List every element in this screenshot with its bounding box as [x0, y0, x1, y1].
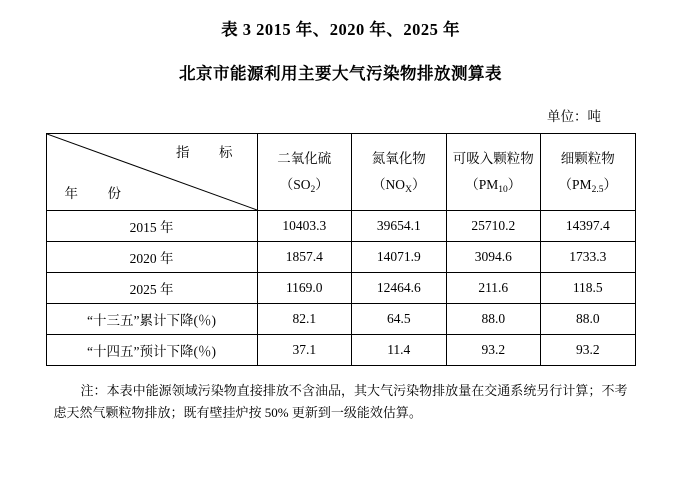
cell-value: 118.5: [541, 273, 636, 304]
cell-value: 211.6: [446, 273, 541, 304]
cell-value: 14397.4: [541, 211, 636, 242]
pm10-formula-main: （PM: [465, 176, 499, 192]
table-row: [46, 273, 635, 304]
column-header-pm10-formula: [449, 175, 539, 195]
row-label: 2020 年: [46, 242, 257, 273]
note-prefix: 注：: [80, 383, 107, 398]
row-label: 2015 年: [46, 211, 257, 242]
column-header-nox-name: 氮氧化物: [371, 151, 426, 167]
pm25-formula-sub: 2.5: [591, 184, 604, 195]
nox-formula-main: （NO: [372, 176, 406, 192]
cell-value: 88.0: [541, 304, 636, 335]
table-row: [46, 304, 635, 335]
cell-value: 12464.6: [352, 273, 447, 304]
note-text: 本表中能源领域污染物直接排放不含油品，其大气污染物排放量在交通系统另行计算；不考虑天然气颗粒物排放；既有壁挂炉按 50% 更新到一级能效估算。: [53, 383, 628, 421]
column-header-so2-name: 二氧化硫: [277, 151, 332, 167]
pm25-formula-main: （PM: [558, 176, 592, 192]
column-header-nox: [352, 134, 447, 211]
unit-label: 单位：吨: [547, 109, 601, 124]
row-label: “十四五”预计下降(％): [46, 335, 257, 366]
cell-value: 93.2: [446, 335, 541, 366]
document-page: [0, 16, 681, 478]
nox-formula-sub: X: [405, 184, 412, 195]
so2-formula-main: （SO: [279, 176, 311, 192]
pm10-formula-sub: 10: [498, 184, 508, 195]
column-header-so2-formula: [260, 175, 350, 195]
corner-year-label: 年 份: [64, 186, 129, 201]
cell-value: 93.2: [541, 335, 636, 366]
emissions-table: [46, 133, 636, 366]
column-header-nox-formula: [354, 175, 444, 195]
so2-formula-tail: ）: [315, 176, 329, 192]
table-row: [46, 211, 635, 242]
pm10-formula-tail: ）: [507, 176, 522, 192]
cell-value: 37.1: [257, 335, 352, 366]
cell-value: 14071.9: [352, 242, 447, 273]
cell-value: 88.0: [446, 304, 541, 335]
cell-value: 64.5: [352, 304, 447, 335]
corner-metric-label: 指 标: [176, 145, 241, 160]
column-header-pm25-name: 细颗粒物: [560, 151, 615, 167]
cell-value: 1733.3: [541, 242, 636, 273]
table-note: [54, 380, 628, 425]
cell-value: 1857.4: [257, 242, 352, 273]
so2-formula-sub: 2: [310, 184, 316, 195]
table-title-line-1: 表 3 2015 年、2020 年、2025 年: [221, 20, 460, 39]
row-label: 2025 年: [46, 273, 257, 304]
row-label: “十三五”累计下降(％): [46, 304, 257, 335]
cell-value: 25710.2: [446, 211, 541, 242]
cell-value: 10403.3: [257, 211, 352, 242]
cell-value: 1169.0: [257, 273, 352, 304]
pm25-formula-tail: ）: [603, 176, 617, 192]
table-row: [46, 242, 635, 273]
cell-value: 3094.6: [446, 242, 541, 273]
cell-value: 39654.1: [352, 211, 447, 242]
table-corner-cell: [46, 134, 257, 211]
table-title-line-2: 北京市能源利用主要大气污染物排放测算表: [179, 64, 502, 83]
column-header-pm10: [446, 134, 541, 211]
nox-formula-tail: ）: [411, 176, 426, 192]
table-header-row: [46, 134, 635, 211]
column-header-pm25: [541, 134, 636, 211]
column-header-pm10-name: 可吸入颗粒物: [452, 151, 534, 167]
column-header-so2: [257, 134, 352, 211]
cell-value: 11.4: [352, 335, 447, 366]
column-header-pm25-formula: [543, 175, 633, 195]
table-row: [46, 335, 635, 366]
cell-value: 82.1: [257, 304, 352, 335]
